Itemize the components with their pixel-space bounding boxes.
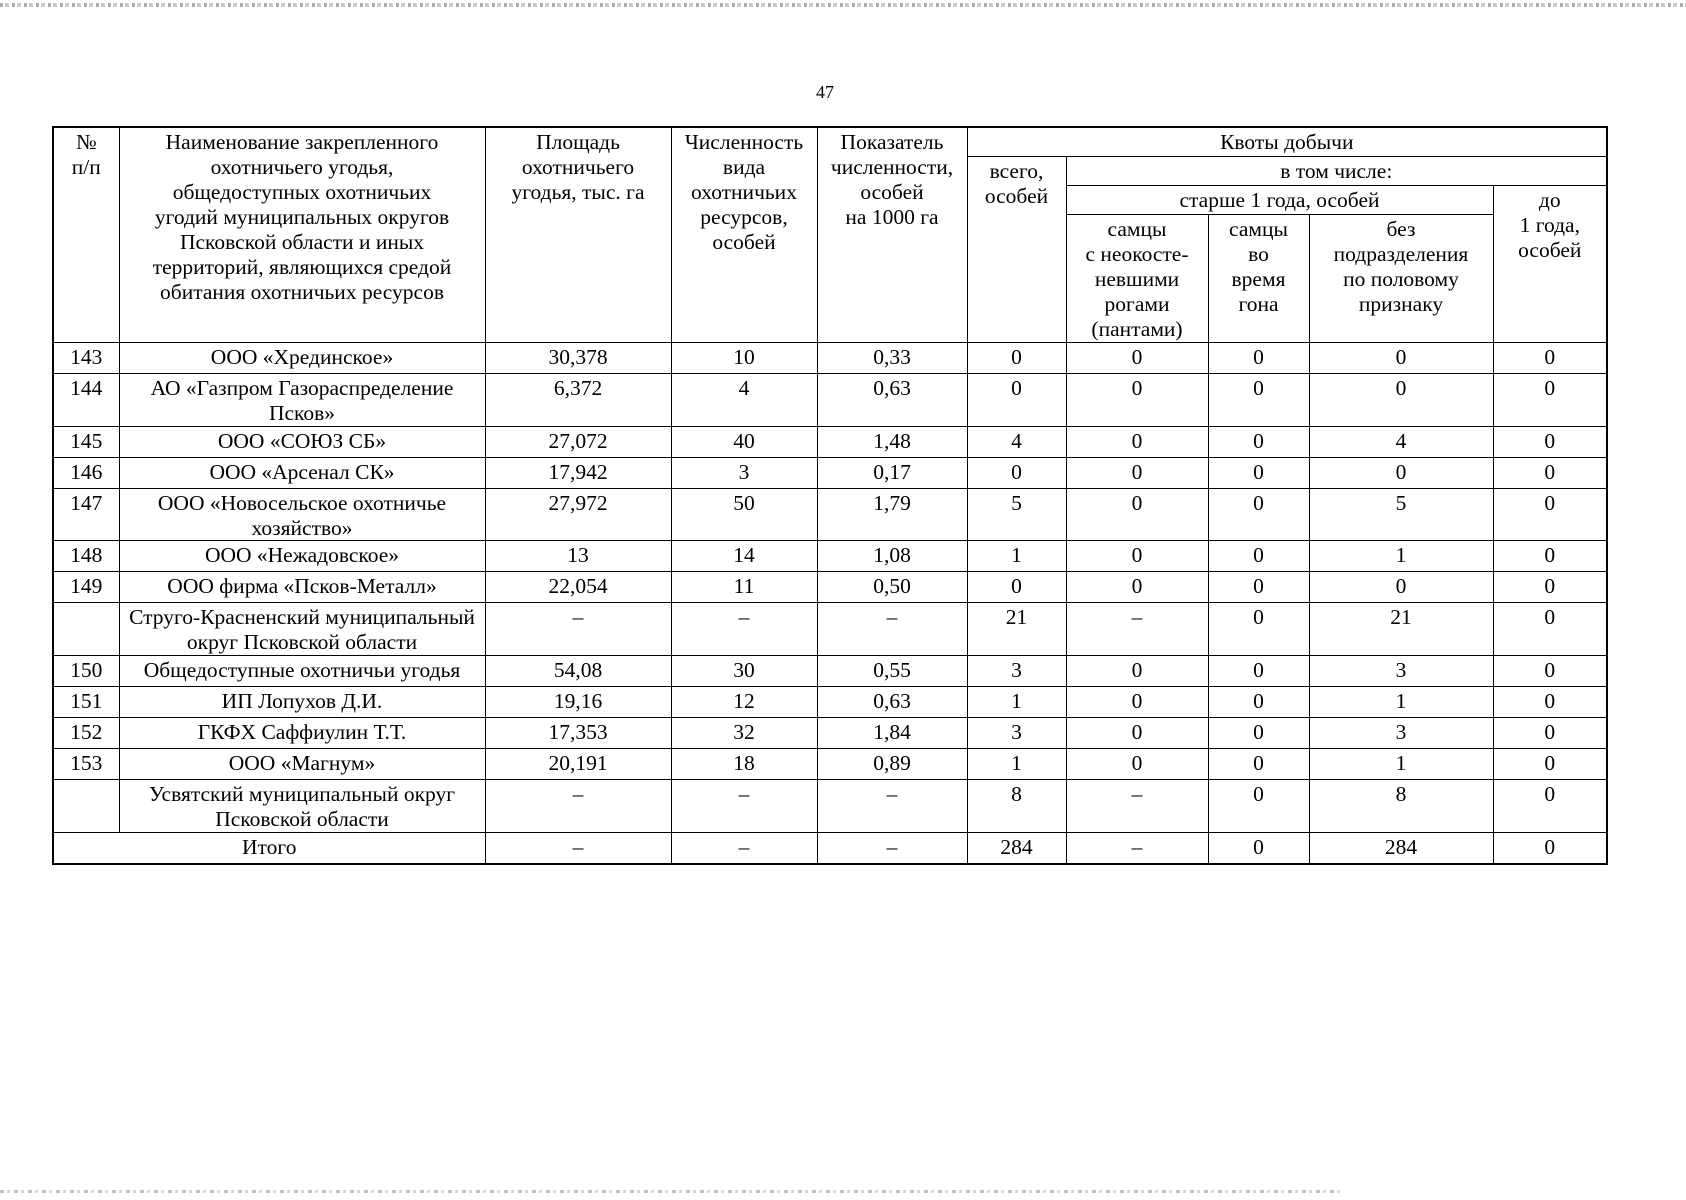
cell-velvet: –	[1066, 780, 1208, 833]
cell-area: 6,372	[485, 373, 671, 426]
cell-rut: 0	[1208, 718, 1309, 749]
cell-name: ООО «Новосельское охотничье хозяйство»	[119, 488, 485, 541]
cell-total: 0	[967, 342, 1066, 373]
cell-num: 148	[53, 541, 119, 572]
cell-rut: 0	[1208, 687, 1309, 718]
cell-under-one: 0	[1493, 541, 1607, 572]
cell-total: 8	[967, 780, 1066, 833]
cell-total: 3	[967, 656, 1066, 687]
table-row	[53, 687, 1607, 718]
table-row	[53, 342, 1607, 373]
header-under-one: до 1 года, особей	[1493, 186, 1607, 343]
cell-area: 20,191	[485, 749, 671, 780]
cell-name: Общедоступные охотничьи угодья	[119, 656, 485, 687]
cell-population: –	[671, 780, 817, 833]
cell-total: 21	[967, 603, 1066, 656]
cell-num: 146	[53, 457, 119, 488]
cell-rut: 0	[1208, 342, 1309, 373]
cell-no-sex: 3	[1309, 656, 1493, 687]
cell-no-sex: 1	[1309, 541, 1493, 572]
cell-num: 149	[53, 572, 119, 603]
cell-population: 50	[671, 488, 817, 541]
scan-edge-bottom	[0, 1190, 1340, 1193]
table-row	[53, 780, 1607, 833]
cell-under-one: 0	[1493, 342, 1607, 373]
cell-population: 4	[671, 373, 817, 426]
cell-velvet: 0	[1066, 426, 1208, 457]
cell-density: 0,50	[817, 572, 967, 603]
scan-edge-top	[0, 3, 1686, 7]
cell-total: 1	[967, 541, 1066, 572]
cell-density: –	[817, 603, 967, 656]
cell-num: 152	[53, 718, 119, 749]
cell-population: 40	[671, 426, 817, 457]
cell-name: Струго-Красненский муниципальный округ Псковской области	[119, 603, 485, 656]
cell-population: 11	[671, 572, 817, 603]
cell-name: ООО «Магнум»	[119, 749, 485, 780]
cell-under-one: 0	[1493, 656, 1607, 687]
cell-num	[53, 603, 119, 656]
cell-total: 1	[967, 687, 1066, 718]
cell-num: 145	[53, 426, 119, 457]
table-row	[53, 426, 1607, 457]
cell-num	[53, 780, 119, 833]
cell-under-one: 0	[1493, 603, 1607, 656]
cell-under-one: 0	[1493, 426, 1607, 457]
cell-population: 10	[671, 342, 817, 373]
cell-velvet: 0	[1066, 687, 1208, 718]
total-no-sex: 284	[1309, 833, 1493, 865]
cell-no-sex: 1	[1309, 687, 1493, 718]
cell-area: 13	[485, 541, 671, 572]
cell-density: 0,17	[817, 457, 967, 488]
cell-total: 0	[967, 457, 1066, 488]
total-under-one: 0	[1493, 833, 1607, 865]
cell-under-one: 0	[1493, 572, 1607, 603]
cell-velvet: 0	[1066, 373, 1208, 426]
cell-no-sex: 5	[1309, 488, 1493, 541]
cell-population: –	[671, 603, 817, 656]
header-name: Наименование закрепленного охотничьего угодья, общедоступных охотничьих угодий муниципальных округов Псковской области и иных территорий, являющихся средой обитания охотничьих ресурсов	[119, 127, 485, 342]
cell-name: ООО «Хрединское»	[119, 342, 485, 373]
table-row	[53, 488, 1607, 541]
cell-under-one: 0	[1493, 373, 1607, 426]
cell-rut: 0	[1208, 572, 1309, 603]
cell-velvet: 0	[1066, 342, 1208, 373]
cell-area: 54,08	[485, 656, 671, 687]
page-number: 47	[816, 82, 834, 102]
cell-total: 4	[967, 426, 1066, 457]
table-body	[53, 342, 1607, 864]
cell-population: 32	[671, 718, 817, 749]
cell-density: 0,63	[817, 687, 967, 718]
cell-under-one: 0	[1493, 780, 1607, 833]
table-row	[53, 749, 1607, 780]
cell-no-sex: 4	[1309, 426, 1493, 457]
cell-rut: 0	[1208, 603, 1309, 656]
cell-name: ГКФХ Саффиулин Т.Т.	[119, 718, 485, 749]
cell-rut: 0	[1208, 457, 1309, 488]
cell-rut: 0	[1208, 426, 1309, 457]
table-row	[53, 457, 1607, 488]
cell-density: 1,79	[817, 488, 967, 541]
cell-area: 17,942	[485, 457, 671, 488]
total-label: Итого	[53, 833, 485, 865]
cell-rut: 0	[1208, 656, 1309, 687]
cell-rut: 0	[1208, 488, 1309, 541]
header-area: Площадь охотничьего угодья, тыс. га	[485, 127, 671, 342]
header-quotas: Квоты добычи	[967, 127, 1607, 157]
header-no-sex: без подразделения по половому признаку	[1309, 215, 1493, 343]
cell-rut: 0	[1208, 373, 1309, 426]
table-row	[53, 603, 1607, 656]
cell-no-sex: 0	[1309, 457, 1493, 488]
cell-density: 0,89	[817, 749, 967, 780]
cell-no-sex: 0	[1309, 373, 1493, 426]
cell-no-sex: 21	[1309, 603, 1493, 656]
cell-area: –	[485, 603, 671, 656]
header-total: всего, особей	[967, 157, 1066, 343]
cell-velvet: 0	[1066, 457, 1208, 488]
cell-no-sex: 0	[1309, 572, 1493, 603]
cell-velvet: 0	[1066, 718, 1208, 749]
cell-no-sex: 0	[1309, 342, 1493, 373]
cell-no-sex: 8	[1309, 780, 1493, 833]
header-including: в том числе:	[1066, 157, 1607, 186]
cell-velvet: 0	[1066, 656, 1208, 687]
cell-num: 147	[53, 488, 119, 541]
cell-population: 14	[671, 541, 817, 572]
total-area: –	[485, 833, 671, 865]
cell-no-sex: 3	[1309, 718, 1493, 749]
total-row	[53, 833, 1607, 865]
cell-under-one: 0	[1493, 488, 1607, 541]
total-rut: 0	[1208, 833, 1309, 865]
header-rut: самцы во время гона	[1208, 215, 1309, 343]
cell-rut: 0	[1208, 749, 1309, 780]
cell-area: –	[485, 780, 671, 833]
cell-total: 3	[967, 718, 1066, 749]
cell-area: 22,054	[485, 572, 671, 603]
cell-total: 1	[967, 749, 1066, 780]
cell-density: 1,48	[817, 426, 967, 457]
cell-name: ООО «СОЮЗ СБ»	[119, 426, 485, 457]
cell-no-sex: 1	[1309, 749, 1493, 780]
header-population: Численность вида охотничьих ресурсов, особей	[671, 127, 817, 342]
cell-total: 0	[967, 572, 1066, 603]
cell-num: 143	[53, 342, 119, 373]
header-num: № п/п	[53, 127, 119, 342]
cell-under-one: 0	[1493, 457, 1607, 488]
cell-name: ООО фирма «Псков-Металл»	[119, 572, 485, 603]
cell-density: 1,84	[817, 718, 967, 749]
cell-area: 19,16	[485, 687, 671, 718]
cell-density: 0,55	[817, 656, 967, 687]
table-row	[53, 656, 1607, 687]
cell-name: АО «Газпром Газораспределение Псков»	[119, 373, 485, 426]
cell-rut: 0	[1208, 541, 1309, 572]
cell-num: 151	[53, 687, 119, 718]
cell-velvet: 0	[1066, 572, 1208, 603]
header-density: Показатель численности, особей на 1000 га	[817, 127, 967, 342]
cell-name: ИП Лопухов Д.И.	[119, 687, 485, 718]
total-velvet: –	[1066, 833, 1208, 865]
cell-population: 18	[671, 749, 817, 780]
cell-population: 30	[671, 656, 817, 687]
cell-under-one: 0	[1493, 687, 1607, 718]
cell-area: 30,378	[485, 342, 671, 373]
table-header	[53, 127, 1607, 342]
cell-density: –	[817, 780, 967, 833]
table-row	[53, 572, 1607, 603]
cell-population: 12	[671, 687, 817, 718]
cell-name: ООО «Арсенал СК»	[119, 457, 485, 488]
cell-population: 3	[671, 457, 817, 488]
cell-num: 150	[53, 656, 119, 687]
cell-density: 0,33	[817, 342, 967, 373]
cell-velvet: 0	[1066, 749, 1208, 780]
quota-table	[52, 126, 1608, 865]
cell-density: 1,08	[817, 541, 967, 572]
header-older: старше 1 года, особей	[1066, 186, 1493, 215]
cell-velvet: –	[1066, 603, 1208, 656]
cell-area: 27,072	[485, 426, 671, 457]
table-row	[53, 373, 1607, 426]
table-row	[53, 718, 1607, 749]
cell-name: ООО «Нежадовское»	[119, 541, 485, 572]
cell-under-one: 0	[1493, 718, 1607, 749]
cell-area: 27,972	[485, 488, 671, 541]
cell-num: 144	[53, 373, 119, 426]
header-velvet: самцы с неокосте- невшими рогами (пантами)	[1066, 215, 1208, 343]
cell-velvet: 0	[1066, 488, 1208, 541]
cell-density: 0,63	[817, 373, 967, 426]
total-population: –	[671, 833, 817, 865]
total-density: –	[817, 833, 967, 865]
cell-num: 153	[53, 749, 119, 780]
cell-name: Усвятский муниципальный округ Псковской области	[119, 780, 485, 833]
cell-total: 5	[967, 488, 1066, 541]
cell-area: 17,353	[485, 718, 671, 749]
cell-velvet: 0	[1066, 541, 1208, 572]
cell-under-one: 0	[1493, 749, 1607, 780]
total-total: 284	[967, 833, 1066, 865]
cell-total: 0	[967, 373, 1066, 426]
table-row	[53, 541, 1607, 572]
cell-rut: 0	[1208, 780, 1309, 833]
